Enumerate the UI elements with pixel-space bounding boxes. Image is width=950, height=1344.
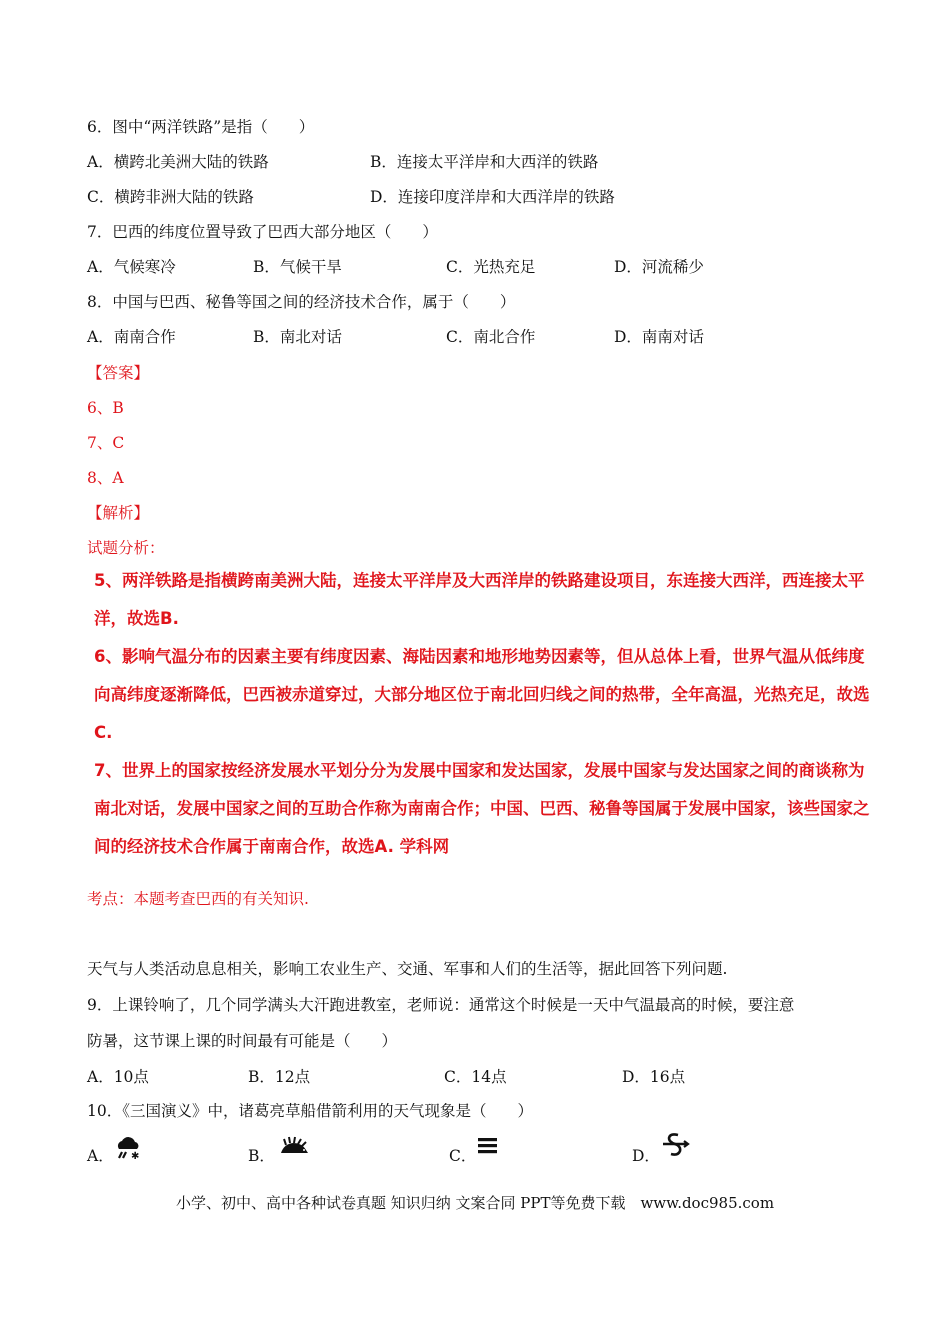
analysis-heading: 【解析】 bbox=[87, 504, 150, 522]
answer-item: 7、C bbox=[87, 434, 125, 452]
q10-option-a: A． bbox=[87, 1147, 114, 1165]
q6-option-c: C．横跨非洲大陆的铁路 bbox=[87, 188, 254, 206]
q10-option-d: D． bbox=[632, 1147, 660, 1165]
q9-stem-line2: 防暑，这节课上课的时间最有可能是（ ） bbox=[87, 1032, 398, 1050]
q7-option-a: A．气候寒冷 bbox=[87, 258, 176, 276]
q9-option-a: A．10点 bbox=[87, 1068, 149, 1086]
analysis-paragraph: 6、影响气温分布的因素主要有纬度因素、海陆因素和地形地势因素等，但从总体上看，世界气温从低纬度向高纬度逐渐降低，巴西被赤道穿过，大部分地区位于南北回归线之间的热带，全年高温，光热充足，故选C. bbox=[94, 647, 870, 742]
q8-option-a: A．南南合作 bbox=[87, 328, 176, 346]
q9-option-d: D．16点 bbox=[622, 1068, 686, 1086]
q7-stem: 7．巴西的纬度位置导致了巴西大部分地区（ ） bbox=[87, 223, 438, 241]
analysis-paragraph: 7、世界上的国家按经济发展水平划分分为发展中国家和发达国家，发展中国家与发达国家之间的商谈称为南北对话，发展中国家之间的互助合作称为南南合作；中国、巴西、秘鲁等国属于发展中国家，该些国家之间的经济技术合作属于南南合作，故选A. 学科网 bbox=[94, 761, 870, 856]
q8-stem: 8．中国与巴西、秘鲁等国之间的经济技术合作，属于（ ） bbox=[87, 293, 516, 311]
q7-option-c: C．光热充足 bbox=[446, 258, 536, 276]
q6-stem: 6．图中“两洋铁路”是指（ ） bbox=[87, 118, 315, 136]
answer-heading: 【答案】 bbox=[87, 364, 150, 382]
q9-stem-line1: 9．上课铃响了，几个同学满头大汗跑进教室，老师说：通常这个时候是一天中气温最高的时候，要注意 bbox=[87, 996, 795, 1014]
answer-item: 6、B bbox=[87, 399, 124, 417]
analysis-intro: 试题分析： bbox=[87, 539, 165, 557]
page-footer: 小学、初中、高中各种试卷真题 知识归纳 文案合同 PPT等免费下载 www.doc985.com bbox=[175, 1194, 775, 1212]
q9-option-c: C．14点 bbox=[444, 1068, 507, 1086]
svg-text:✱: ✱ bbox=[131, 1151, 140, 1161]
hedgehog-icon bbox=[278, 1135, 310, 1159]
kaodian-note: 考点：本题考查巴西的有关知识. bbox=[87, 890, 309, 908]
q7-option-d: D．河流稀少 bbox=[614, 258, 704, 276]
q10-option-b: B． bbox=[248, 1147, 275, 1165]
sleet-icon bbox=[114, 1135, 144, 1161]
sandstorm-icon bbox=[660, 1131, 690, 1159]
q7-option-b: B．气候干旱 bbox=[253, 258, 342, 276]
q9-option-b: B．12点 bbox=[248, 1068, 311, 1086]
analysis-body bbox=[94, 562, 876, 866]
q8-option-c: C．南北合作 bbox=[446, 328, 536, 346]
q6-option-b: B．连接太平洋岸和大西洋的铁路 bbox=[370, 153, 599, 171]
q8-option-b: B．南北对话 bbox=[253, 328, 342, 346]
q10-option-c: C． bbox=[449, 1147, 477, 1165]
q8-option-d: D．南南对话 bbox=[614, 328, 704, 346]
q10-stem: 10．《三国演义》中，诸葛亮草船借箭利用的天气现象是（ ） bbox=[87, 1102, 533, 1120]
fog-icon bbox=[476, 1135, 500, 1157]
q6-option-a: A．横跨北美洲大陆的铁路 bbox=[87, 153, 269, 171]
analysis-paragraph: 5、两洋铁路是指横跨南美洲大陆，连接太平洋岸及大西洋岸的铁路建设项目，东连接大西洋，西连接太平洋，故选B. bbox=[94, 571, 865, 628]
group-intro: 天气与人类活动息息相关，影响工农业生产、交通、军事和人们的生活等，据此回答下列问题. bbox=[87, 960, 728, 978]
q6-option-d: D．连接印度洋岸和大西洋岸的铁路 bbox=[370, 188, 615, 206]
answer-item: 8、A bbox=[87, 469, 124, 487]
